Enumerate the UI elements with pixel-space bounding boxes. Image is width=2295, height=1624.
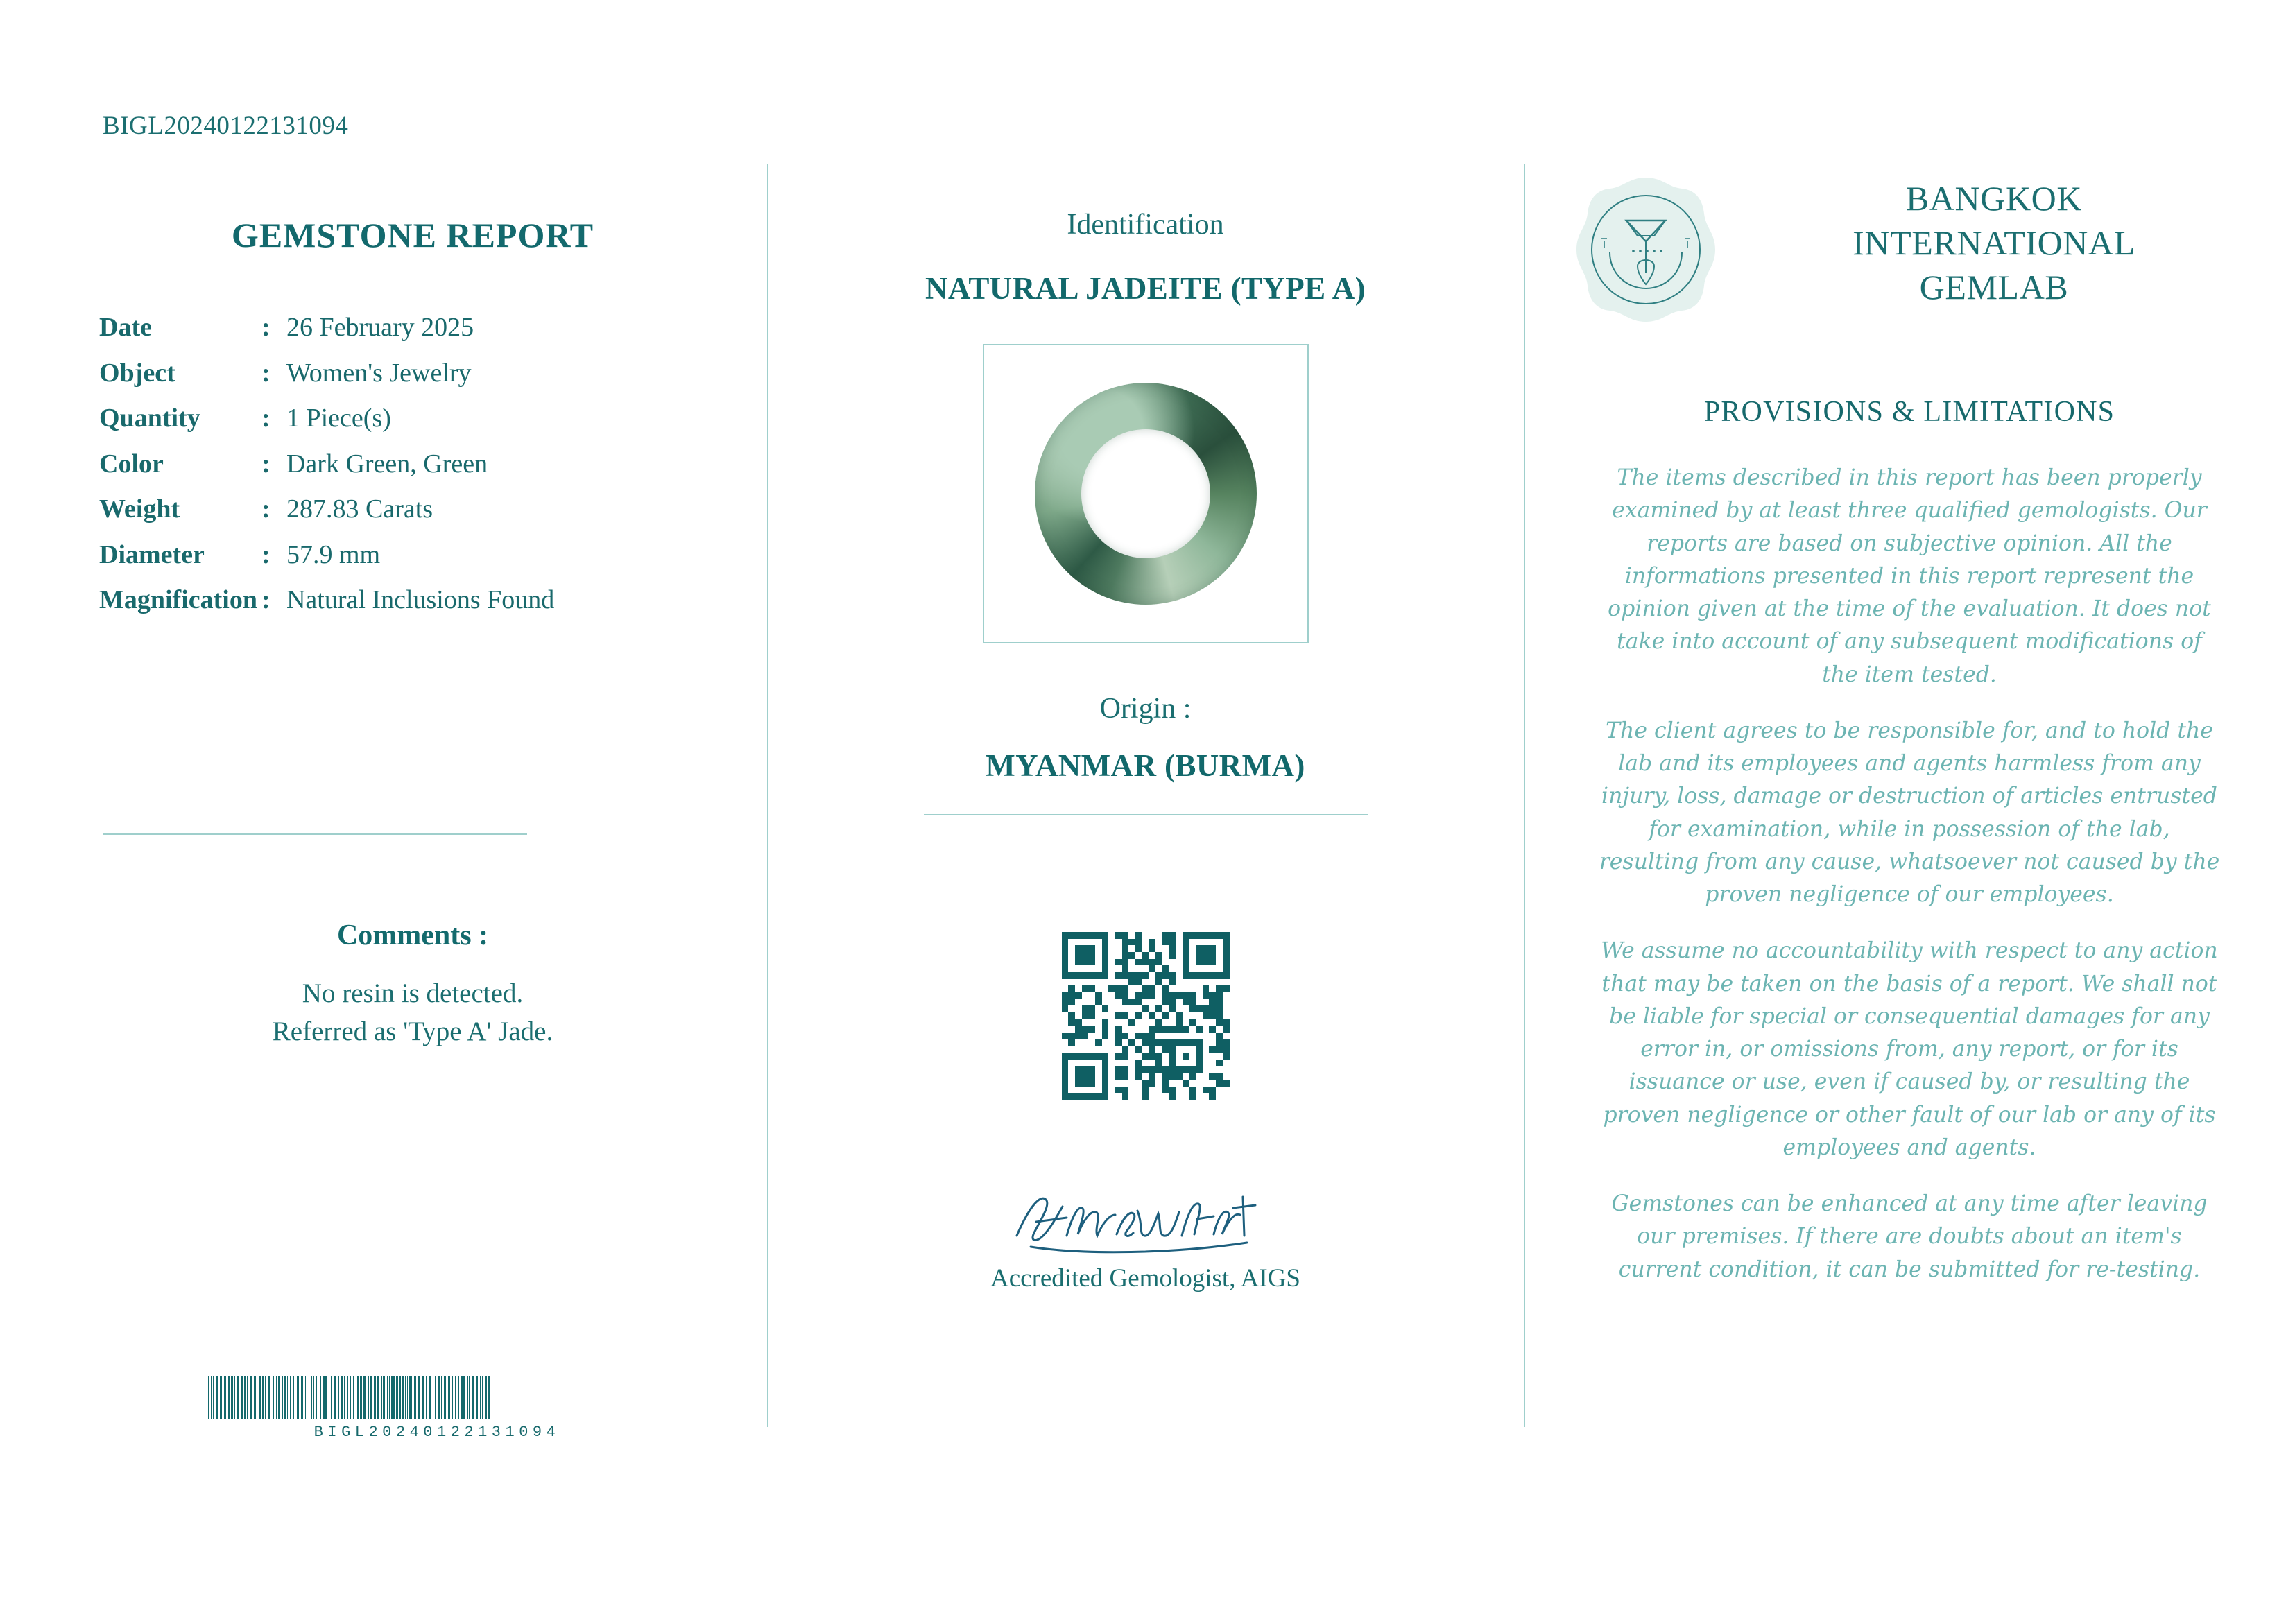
spec-colon: : (261, 585, 270, 614)
signature-block (767, 1176, 1524, 1293)
left-column (97, 215, 742, 623)
spec-value: 57.9 mm (286, 539, 381, 569)
brand-name (1726, 164, 2262, 309)
spec-colon: : (261, 449, 270, 478)
spec-label: Object (99, 358, 175, 388)
table-row (99, 578, 554, 623)
spec-label: Diameter (99, 539, 205, 569)
spec-colon: : (261, 358, 270, 388)
comments-line: No resin is detected. (302, 978, 524, 1008)
spec-value: Dark Green, Green (286, 449, 488, 478)
comments-heading: Comments : (336, 919, 489, 951)
section-divider (103, 833, 527, 835)
comments-line: Referred as 'Type A' Jade. (272, 1017, 553, 1047)
gemlab-logo-icon (1565, 169, 1726, 330)
center-column (767, 208, 1524, 1293)
brand-line: BANGKOK (1905, 179, 2083, 218)
gem-photo-frame (983, 344, 1309, 643)
identification-label: Identification (1067, 209, 1224, 241)
spec-colon: : (261, 313, 270, 342)
spec-label: Quantity (99, 404, 200, 433)
brand-row (1524, 164, 2295, 330)
identification-value: NATURAL JADEITE (TYPE A) (925, 271, 1366, 306)
specifications-table (99, 305, 554, 623)
provisions-paragraph: We assume no accountability with respect to any action that may be taken on the basis of a report. We shall not be liable for special or consequential damages for any error in, or omissions from, any report, or for its issuance or use, even if caused by, or resulting the proven negligence or other fault of our lab or any of its employees and agents. (1601, 938, 2218, 1160)
spec-colon: : (261, 404, 270, 433)
table-row (99, 305, 554, 351)
provisions-title: PROVISIONS & LIMITATIONS (1703, 396, 2115, 428)
comments-body (97, 974, 728, 1051)
provisions-body (1597, 462, 2221, 1286)
report-number: BIGL20240122131094 (103, 112, 349, 140)
center-divider (924, 814, 1368, 815)
provisions-paragraph: The items described in this report has been properly examined by at least three qualified gemologists. Our reports are based on subjective opinion. All the informations presented in this report represent the opinion given at the time of the evaluation. It does not take into account of any subsequent modifications of the item tested. (1608, 465, 2211, 687)
spec-value: 287.83 Carats (286, 494, 433, 524)
signature-caption: Accredited Gemologist, AIGS (990, 1264, 1300, 1293)
right-column (1524, 164, 2295, 1286)
provisions-paragraph: The client agrees to be responsible for, and to hold the lab and its employees and agents harmless from any injury, loss, damage or destruction of articles entrusted for examination, while in possession of the lab, resulting from any cause, whatsoever not caused by the proven negligence of our employees. (1599, 718, 2220, 907)
spec-value: Natural Inclusions Found (286, 585, 555, 614)
brand-line: INTERNATIONAL (1853, 223, 2135, 262)
spec-colon: : (261, 494, 270, 524)
qr-code[interactable] (1062, 932, 1230, 1100)
spec-value: Women's Jewelry (286, 358, 472, 388)
spec-colon: : (261, 539, 270, 569)
spec-label: Date (99, 313, 152, 342)
table-row (99, 396, 554, 442)
origin-value: MYANMAR (BURMA) (986, 748, 1305, 783)
spec-value: 26 February 2025 (286, 313, 474, 342)
barcode-block (208, 1376, 666, 1441)
barcode (208, 1376, 666, 1419)
barcode-text: BIGL20240122131094 (313, 1424, 560, 1441)
spec-value: 1 Piece(s) (286, 404, 391, 433)
signature-icon (1000, 1176, 1291, 1259)
spec-label: Weight (99, 494, 180, 524)
table-row (99, 487, 554, 533)
provisions-paragraph: Gemstones can be enhanced at any time after leaving our premises. If there are doubts about an item's current condition, it can be submitted for re-testing. (1611, 1191, 2208, 1282)
origin-label: Origin : (1099, 693, 1192, 725)
brand-line: GEMLAB (1919, 268, 2069, 306)
spec-label: Color (99, 449, 164, 478)
table-row (99, 442, 554, 487)
page-title: GEMSTONE REPORT (231, 216, 594, 254)
table-row (99, 351, 554, 397)
jade-bangle-image (1035, 383, 1257, 605)
spec-label: Magnification (99, 585, 257, 614)
table-row (99, 533, 554, 578)
